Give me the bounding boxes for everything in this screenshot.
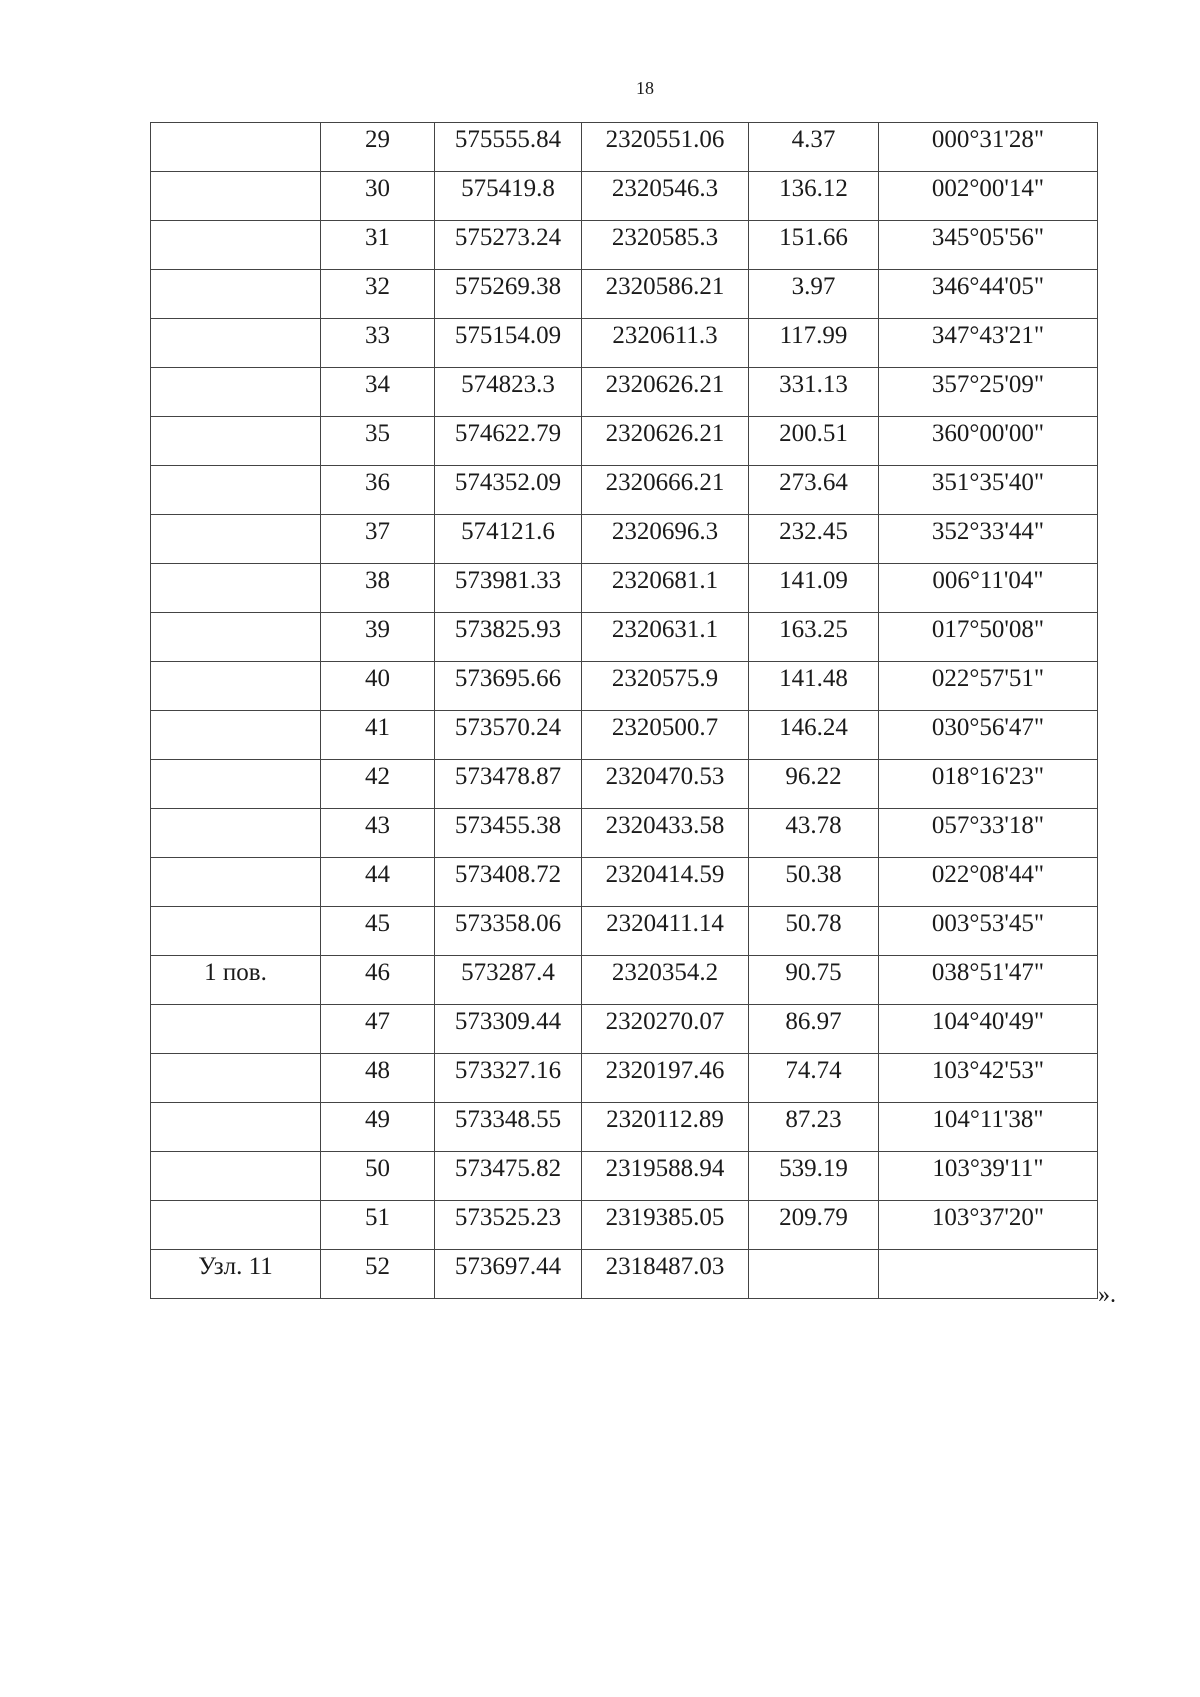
- point-number-cell: 51: [321, 1201, 435, 1250]
- point-label-cell: [151, 417, 321, 466]
- distance-cell: 50.78: [749, 907, 879, 956]
- direction-angle-cell: 017°50'08": [879, 613, 1098, 662]
- distance-cell: 86.97: [749, 1005, 879, 1054]
- distance-cell: 74.74: [749, 1054, 879, 1103]
- point-label-cell: Узл. 11: [151, 1250, 321, 1299]
- table-row: [151, 564, 1098, 613]
- direction-angle-cell: 018°16'23": [879, 760, 1098, 809]
- distance-cell: 136.12: [749, 172, 879, 221]
- distance-cell: 4.37: [749, 123, 879, 172]
- point-label-cell: [151, 662, 321, 711]
- y-coordinate-cell: 2320470.53: [582, 760, 749, 809]
- y-coordinate-cell: 2320112.89: [582, 1103, 749, 1152]
- table-row: [151, 172, 1098, 221]
- direction-angle-cell: 000°31'28": [879, 123, 1098, 172]
- y-coordinate-cell: 2320500.7: [582, 711, 749, 760]
- y-coordinate-cell: 2320666.21: [582, 466, 749, 515]
- x-coordinate-cell: 573695.66: [435, 662, 582, 711]
- point-number-cell: 30: [321, 172, 435, 221]
- y-coordinate-cell: 2320586.21: [582, 270, 749, 319]
- point-number-cell: 31: [321, 221, 435, 270]
- table-row: [151, 907, 1098, 956]
- direction-angle-cell: 345°05'56": [879, 221, 1098, 270]
- table-row: [151, 1005, 1098, 1054]
- x-coordinate-cell: 575419.8: [435, 172, 582, 221]
- point-number-cell: 40: [321, 662, 435, 711]
- table-row: [151, 270, 1098, 319]
- y-coordinate-cell: 2320197.46: [582, 1054, 749, 1103]
- point-number-cell: 35: [321, 417, 435, 466]
- point-label-cell: 1 пов.: [151, 956, 321, 1005]
- direction-angle-cell: 346°44'05": [879, 270, 1098, 319]
- y-coordinate-cell: 2320354.2: [582, 956, 749, 1005]
- y-coordinate-cell: 2320631.1: [582, 613, 749, 662]
- direction-angle-cell: 038°51'47": [879, 956, 1098, 1005]
- x-coordinate-cell: 574121.6: [435, 515, 582, 564]
- page-number: 18: [636, 78, 654, 98]
- x-coordinate-cell: 573327.16: [435, 1054, 582, 1103]
- point-label-cell: [151, 270, 321, 319]
- y-coordinate-cell: 2320611.3: [582, 319, 749, 368]
- distance-cell: 273.64: [749, 466, 879, 515]
- table-row: [151, 809, 1098, 858]
- point-number-cell: 37: [321, 515, 435, 564]
- direction-angle-cell: 360°00'00": [879, 417, 1098, 466]
- point-number-cell: 52: [321, 1250, 435, 1299]
- point-number-cell: 42: [321, 760, 435, 809]
- point-number-cell: 39: [321, 613, 435, 662]
- y-coordinate-cell: 2320411.14: [582, 907, 749, 956]
- x-coordinate-cell: 573981.33: [435, 564, 582, 613]
- point-number-cell: 45: [321, 907, 435, 956]
- point-label-cell: [151, 809, 321, 858]
- point-number-cell: 32: [321, 270, 435, 319]
- direction-angle-cell: 352°33'44": [879, 515, 1098, 564]
- direction-angle-cell: 003°53'45": [879, 907, 1098, 956]
- point-label-cell: [151, 564, 321, 613]
- y-coordinate-cell: 2320546.3: [582, 172, 749, 221]
- point-number-cell: 41: [321, 711, 435, 760]
- distance-cell: 50.38: [749, 858, 879, 907]
- x-coordinate-cell: 573348.55: [435, 1103, 582, 1152]
- y-coordinate-cell: 2320626.21: [582, 417, 749, 466]
- table-row: [151, 1103, 1098, 1152]
- x-coordinate-cell: 573825.93: [435, 613, 582, 662]
- table-row: [151, 221, 1098, 270]
- point-number-cell: 34: [321, 368, 435, 417]
- x-coordinate-cell: 573697.44: [435, 1250, 582, 1299]
- point-number-cell: 50: [321, 1152, 435, 1201]
- y-coordinate-cell: 2319588.94: [582, 1152, 749, 1201]
- direction-angle-cell: 104°11'38": [879, 1103, 1098, 1152]
- y-coordinate-cell: 2320575.9: [582, 662, 749, 711]
- x-coordinate-cell: 573475.82: [435, 1152, 582, 1201]
- point-label-cell: [151, 1054, 321, 1103]
- distance-cell: 232.45: [749, 515, 879, 564]
- closing-quote-mark: ».: [1098, 1282, 1116, 1308]
- point-number-cell: 43: [321, 809, 435, 858]
- direction-angle-cell: 357°25'09": [879, 368, 1098, 417]
- distance-cell: 163.25: [749, 613, 879, 662]
- y-coordinate-cell: 2320696.3: [582, 515, 749, 564]
- table-row: [151, 123, 1098, 172]
- x-coordinate-cell: 573525.23: [435, 1201, 582, 1250]
- table-row: [151, 1201, 1098, 1250]
- distance-cell: 331.13: [749, 368, 879, 417]
- point-number-cell: 47: [321, 1005, 435, 1054]
- direction-angle-cell: 104°40'49": [879, 1005, 1098, 1054]
- distance-cell: [749, 1250, 879, 1299]
- point-label-cell: [151, 858, 321, 907]
- direction-angle-cell: 002°00'14": [879, 172, 1098, 221]
- point-label-cell: [151, 907, 321, 956]
- x-coordinate-cell: 575269.38: [435, 270, 582, 319]
- y-coordinate-cell: 2319385.05: [582, 1201, 749, 1250]
- table-row: [151, 417, 1098, 466]
- point-label-cell: [151, 515, 321, 564]
- x-coordinate-cell: 573287.4: [435, 956, 582, 1005]
- point-label-cell: [151, 368, 321, 417]
- point-number-cell: 38: [321, 564, 435, 613]
- distance-cell: 141.48: [749, 662, 879, 711]
- point-label-cell: [151, 123, 321, 172]
- x-coordinate-cell: 574622.79: [435, 417, 582, 466]
- table-row: [151, 1054, 1098, 1103]
- direction-angle-cell: 347°43'21": [879, 319, 1098, 368]
- point-label-cell: [151, 760, 321, 809]
- distance-cell: 209.79: [749, 1201, 879, 1250]
- direction-angle-cell: 057°33'18": [879, 809, 1098, 858]
- direction-angle-cell: 022°08'44": [879, 858, 1098, 907]
- table-row: [151, 466, 1098, 515]
- point-label-cell: [151, 1201, 321, 1250]
- point-label-cell: [151, 1005, 321, 1054]
- x-coordinate-cell: 573455.38: [435, 809, 582, 858]
- coordinates-table-body: [151, 123, 1098, 1299]
- x-coordinate-cell: 573478.87: [435, 760, 582, 809]
- y-coordinate-cell: 2320551.06: [582, 123, 749, 172]
- direction-angle-cell: 103°39'11": [879, 1152, 1098, 1201]
- distance-cell: 141.09: [749, 564, 879, 613]
- point-label-cell: [151, 172, 321, 221]
- x-coordinate-cell: 574823.3: [435, 368, 582, 417]
- distance-cell: 43.78: [749, 809, 879, 858]
- point-number-cell: 46: [321, 956, 435, 1005]
- table-row: [151, 858, 1098, 907]
- direction-angle-cell: 030°56'47": [879, 711, 1098, 760]
- point-label-cell: [151, 221, 321, 270]
- point-label-cell: [151, 613, 321, 662]
- y-coordinate-cell: 2318487.03: [582, 1250, 749, 1299]
- table-row: [151, 368, 1098, 417]
- x-coordinate-cell: 575273.24: [435, 221, 582, 270]
- distance-cell: 96.22: [749, 760, 879, 809]
- direction-angle-cell: 103°42'53": [879, 1054, 1098, 1103]
- point-number-cell: 36: [321, 466, 435, 515]
- y-coordinate-cell: 2320626.21: [582, 368, 749, 417]
- point-number-cell: 33: [321, 319, 435, 368]
- direction-angle-cell: 103°37'20": [879, 1201, 1098, 1250]
- distance-cell: 117.99: [749, 319, 879, 368]
- table-row: [151, 319, 1098, 368]
- point-label-cell: [151, 1152, 321, 1201]
- y-coordinate-cell: 2320681.1: [582, 564, 749, 613]
- y-coordinate-cell: 2320414.59: [582, 858, 749, 907]
- table-row: [151, 662, 1098, 711]
- point-label-cell: [151, 319, 321, 368]
- x-coordinate-cell: 574352.09: [435, 466, 582, 515]
- x-coordinate-cell: 573309.44: [435, 1005, 582, 1054]
- table-row: [151, 1152, 1098, 1201]
- point-label-cell: [151, 466, 321, 515]
- table-row: [151, 1250, 1098, 1299]
- point-number-cell: 29: [321, 123, 435, 172]
- distance-cell: 200.51: [749, 417, 879, 466]
- y-coordinate-cell: 2320433.58: [582, 809, 749, 858]
- distance-cell: 151.66: [749, 221, 879, 270]
- point-label-cell: [151, 1103, 321, 1152]
- distance-cell: 90.75: [749, 956, 879, 1005]
- direction-angle-cell: 006°11'04": [879, 564, 1098, 613]
- y-coordinate-cell: 2320585.3: [582, 221, 749, 270]
- x-coordinate-cell: 573358.06: [435, 907, 582, 956]
- distance-cell: 87.23: [749, 1103, 879, 1152]
- direction-angle-cell: 351°35'40": [879, 466, 1098, 515]
- distance-cell: 3.97: [749, 270, 879, 319]
- point-number-cell: 48: [321, 1054, 435, 1103]
- table-row: [151, 515, 1098, 564]
- x-coordinate-cell: 573570.24: [435, 711, 582, 760]
- point-number-cell: 49: [321, 1103, 435, 1152]
- direction-angle-cell: 022°57'51": [879, 662, 1098, 711]
- table-row: [151, 613, 1098, 662]
- table-row: [151, 760, 1098, 809]
- point-number-cell: 44: [321, 858, 435, 907]
- distance-cell: 146.24: [749, 711, 879, 760]
- x-coordinate-cell: 573408.72: [435, 858, 582, 907]
- direction-angle-cell: [879, 1250, 1098, 1299]
- x-coordinate-cell: 575555.84: [435, 123, 582, 172]
- distance-cell: 539.19: [749, 1152, 879, 1201]
- table-row: [151, 956, 1098, 1005]
- point-label-cell: [151, 711, 321, 760]
- y-coordinate-cell: 2320270.07: [582, 1005, 749, 1054]
- x-coordinate-cell: 575154.09: [435, 319, 582, 368]
- coordinates-table: [150, 122, 1098, 1299]
- table-row: [151, 711, 1098, 760]
